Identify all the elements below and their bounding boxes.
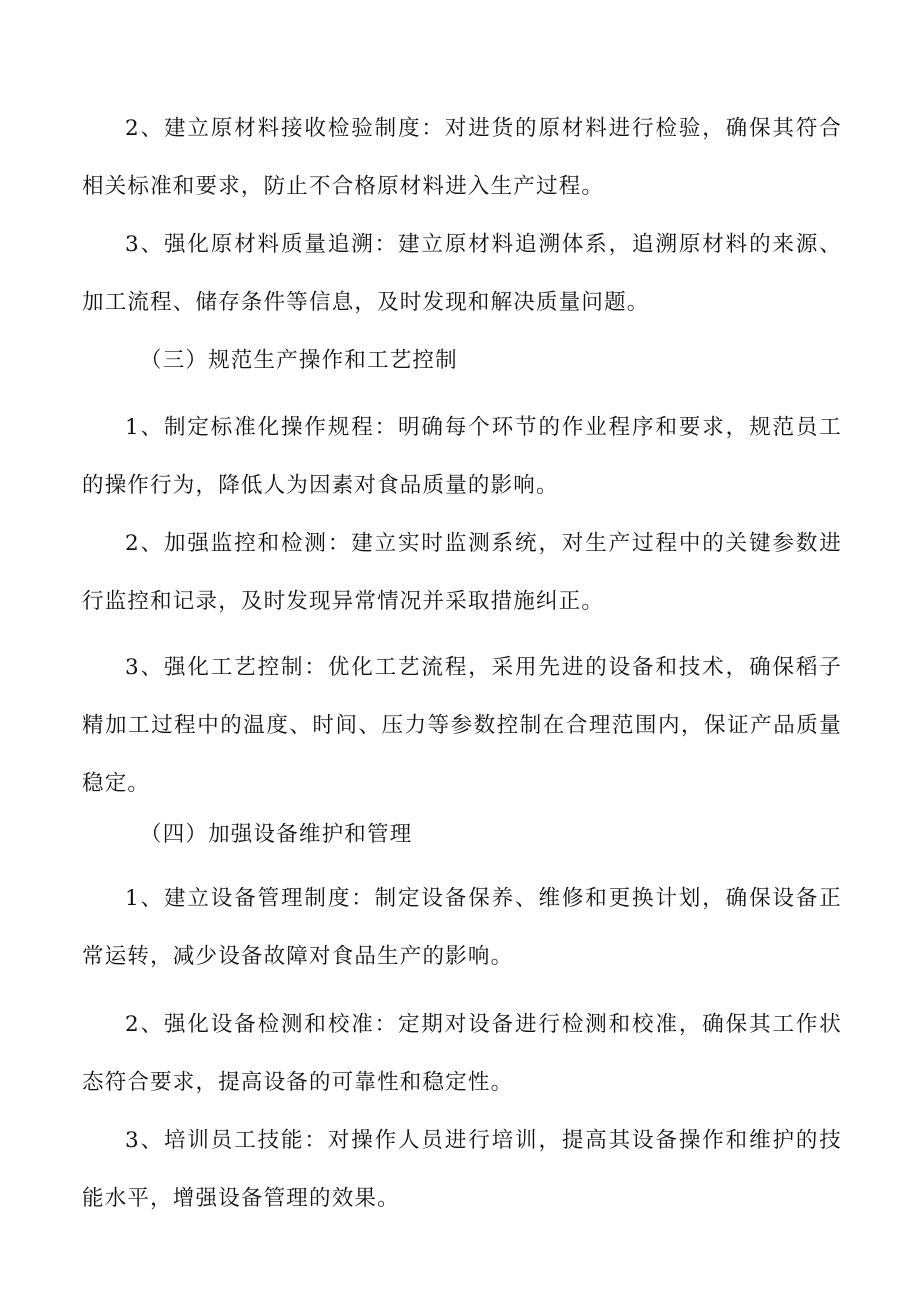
paragraph-equipment-management: 1、建立设备管理制度：制定设备保养、维修和更换计划，确保设备正常运转，减少设备故障对食品生产的影响。 — [82, 886, 842, 969]
section-heading-3: （三）规范生产操作和工艺控制 — [140, 348, 458, 373]
paragraph-standard-operation: 1、制定标准化操作规程：明确每个环节的作业程序和要求，规范员工的操作行为，降低人为因素对食品质量的影响。 — [82, 415, 842, 498]
paragraph-raw-material-inspection: 2、建立原材料接收检验制度：对进货的原材料进行检验，确保其符合相关标准和要求，防止不合格原材料进入生产过程。 — [82, 116, 842, 199]
section-heading-4: （四）加强设备维护和管理 — [140, 822, 413, 847]
paragraph-staff-training: 3、培训员工技能：对操作人员进行培训，提高其设备操作和维护的技能水平，增强设备管理的效果。 — [82, 1128, 842, 1211]
paragraph-process-control: 3、强化工艺控制：优化工艺流程，采用先进的设备和技术，确保稻子精加工过程中的温度、时间、压力等参数控制在合理范围内，保证产品质量稳定。 — [82, 655, 842, 796]
paragraph-raw-material-traceability: 3、强化原材料质量追溯：建立原材料追溯体系，追溯原材料的来源、加工流程、储存条件等信息，及时发现和解决质量问题。 — [82, 232, 842, 315]
paragraph-monitoring: 2、加强监控和检测：建立实时监测系统，对生产过程中的关键参数进行监控和记录，及时发现异常情况并采取措施纠正。 — [82, 531, 842, 614]
paragraph-equipment-calibration: 2、强化设备检测和校准：定期对设备进行检测和校准，确保其工作状态符合要求，提高设备的可靠性和稳定性。 — [82, 1012, 842, 1095]
